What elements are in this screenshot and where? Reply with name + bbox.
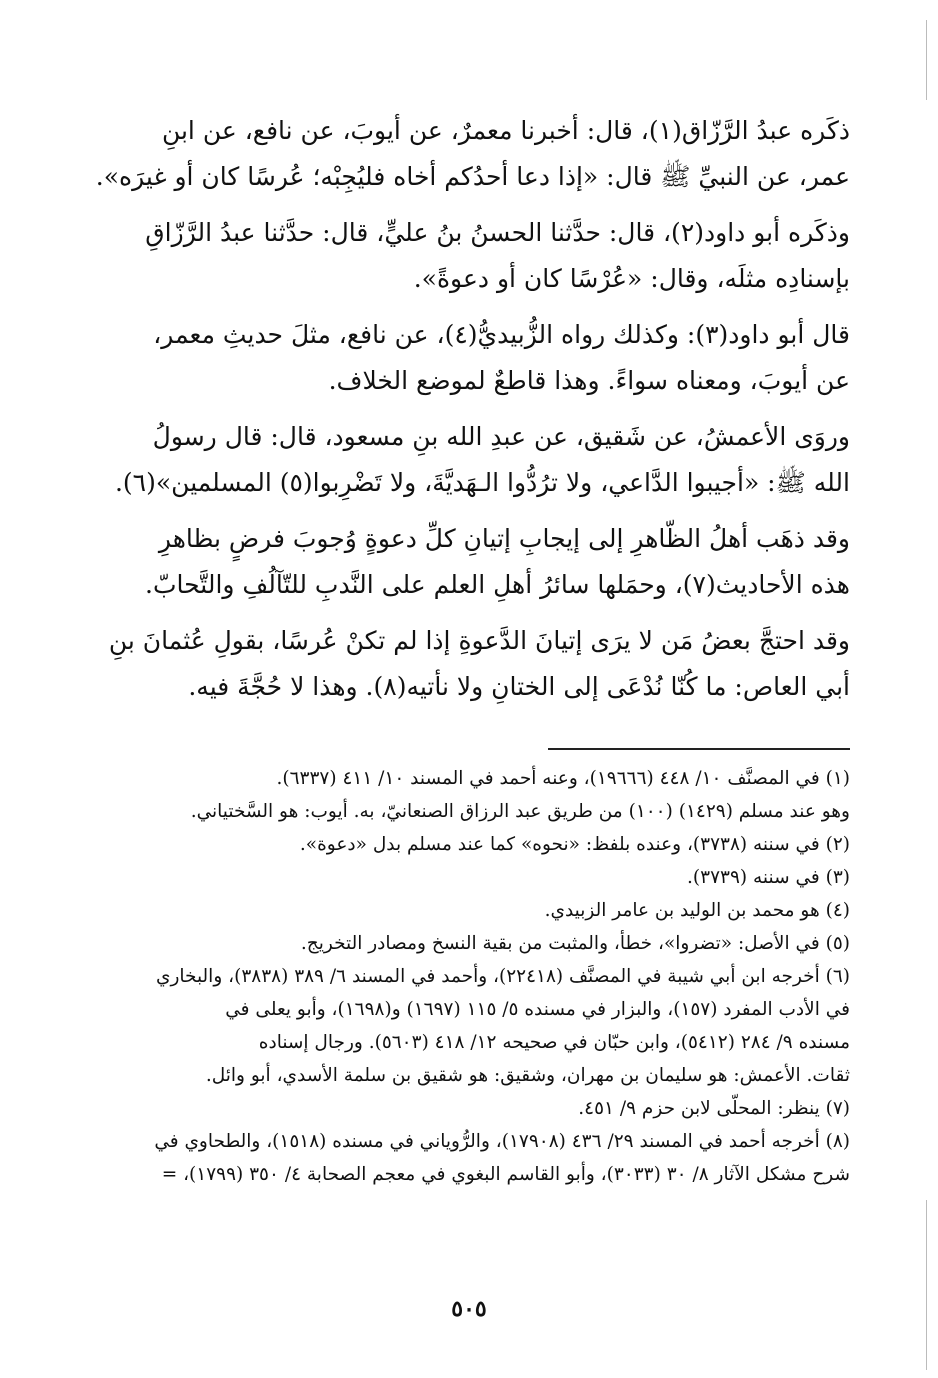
scan-edge-line bbox=[926, 1200, 927, 1370]
text-line: وروَى الأعمشُ، عن شَقيق، عن عبدِ الله بنِ مسعود، قال: قال رسولُ bbox=[152, 422, 850, 451]
paragraph bbox=[80, 108, 850, 200]
footnote-line: وهو عند مسلم (١٤٢٩) (١٠٠) من طريق عبد الرزاق الصنعانيّ، به. أيوب: هو السَّختياني. bbox=[190, 801, 850, 822]
footnote-line: في الأدب المفرد (١٥٧)، والبزار في مسنده ٥/ ١١٥ (١٦٩٧) و(١٦٩٨)، وأبو يعلى في bbox=[225, 999, 850, 1020]
footnote-divider bbox=[548, 748, 850, 750]
footnote bbox=[90, 1092, 850, 1125]
text-line: قال أبو داود(٣): وكذلك رواه الزُّبيديُّ(٤)، عن نافع، مثلَ حديثِ معمر، bbox=[153, 320, 850, 349]
footnote-line: (٧) ينظر: المحلّى لابن حزم ٩/ ٤٥١. bbox=[578, 1098, 850, 1119]
footnote bbox=[90, 762, 850, 828]
footnote bbox=[90, 1125, 850, 1191]
paragraph bbox=[80, 618, 850, 710]
text-line: عن أيوبَ، ومعناه سواءً. وهذا قاطعٌ لموضع الخلاف. bbox=[328, 366, 850, 395]
scan-edge-line bbox=[926, 20, 927, 100]
footnote-line: ثقات. الأعمش: هو سليمان بن مهران، وشقيق: هو شقيق بن سلمة الأسدي، أبو وائل. bbox=[205, 1065, 850, 1086]
footnote-line: (١) في المصنَّف ١٠/ ٤٤٨ (١٩٦٦٦)، وعنه أحمد في المسند ١٠/ ٤١١ (٦٣٣٧). bbox=[276, 768, 850, 789]
text-line: وذكَره أبو داود(٢)، قال: حدَّثنا الحسنُ بنُ عليٍّ، قال: حدَّثنا عبدُ الرَّزّاقِ bbox=[145, 218, 850, 247]
text-line: وقد احتجَّ بعضُ مَن لا يرَى إتيانَ الدَّعوةِ إذا لم تكنْ عُرسًا، بقولِ عُثمانَ بنِ bbox=[108, 626, 850, 655]
footnote-line: شرح مشكل الآثار ٨/ ٣٠ (٣٠٣٣)، وأبو القاسم البغوي في معجم الصحابة ٤/ ٣٥٠ (١٧٩٩)، = bbox=[161, 1164, 850, 1185]
footnote-line: (٨) أخرجه أحمد في المسند ٢٩/ ٤٣٦ (١٧٩٠٨)، والرُّوياني في مسنده (١٥١٨)، والطحاوي في bbox=[154, 1131, 850, 1152]
footnote-line: (٢) في سننه (٣٧٣٨)، وعنده بلفظ: «نحوه» كما عند مسلم بدل «دعوة». bbox=[299, 834, 850, 855]
footnote bbox=[90, 927, 850, 960]
footnote bbox=[90, 960, 850, 1092]
footnote-line: (٣) في سننه (٣٧٣٩). bbox=[687, 867, 850, 888]
paragraph bbox=[80, 210, 850, 302]
footnote bbox=[90, 861, 850, 894]
text-line: بإسنادِه مثلَه، وقال: «عُرْسًا كان أو دعوةً». bbox=[413, 264, 850, 293]
paragraph bbox=[80, 414, 850, 506]
text-line: الله ﷺ: «أجيبوا الدَّاعي، ولا ترُدُّوا الـهَديَّةَ، ولا تَضْرِبوا(٥) المسلمين»(٦). bbox=[114, 468, 850, 497]
page-number: ٥٠٥ bbox=[451, 1296, 487, 1322]
footnote bbox=[90, 894, 850, 927]
main-text bbox=[80, 108, 850, 720]
text-line: هذه الأحاديث(٧)، وحمَلها سائرُ أهلِ العلم على النَّدبِ للتّآلُفِ والتَّحابّ. bbox=[145, 570, 850, 599]
footnotes bbox=[90, 762, 850, 1191]
text-line: أبي العاص: ما كُنّا نُدْعَى إلى الختانِ ولا نأتيه(٨). وهذا لا حُجَّةَ فيه. bbox=[188, 672, 850, 701]
text-line: وقد ذهَب أهلُ الظّاهرِ إلى إيجابِ إتيانِ كلِّ دعوةٍ وُجوبَ فرضٍ بظاهرِ bbox=[158, 524, 850, 553]
text-line: ذكَره عبدُ الرَّزّاق(١)، قال: أخبرنا معمرٌ، عن أيوبَ، عن نافع، عن ابنِ bbox=[161, 116, 850, 145]
text-line: عمر، عن النبيِّ ﷺ قال: «إذا دعا أحدُكم أخاه فليُجِبْه؛ عُرسًا كان أو غيرَه». bbox=[95, 162, 850, 191]
paragraph bbox=[80, 516, 850, 608]
paragraph bbox=[80, 312, 850, 404]
footnote-line: (٤) هو محمد بن الوليد بن عامر الزبيدي. bbox=[544, 900, 850, 921]
footnote-line: (٥) في الأصل: «تضروا»، خطأ، والمثبت من بقية النسخ ومصادر التخريج. bbox=[300, 933, 850, 954]
footnote-line: مسنده ٩/ ٢٨٤ (٥٤١٢)، وابن حبّان في صحيحه ١٢/ ٤١٨ (٥٦٠٣). ورجال إسناده bbox=[258, 1032, 850, 1053]
footnote-line: (٦) أخرجه ابن أبي شيبة في المصنَّف (٢٢٤١٨)، وأحمد في المسند ٦/ ٣٨٩ (٣٨٣٨)، والبخاري bbox=[155, 966, 850, 987]
footnote bbox=[90, 828, 850, 861]
